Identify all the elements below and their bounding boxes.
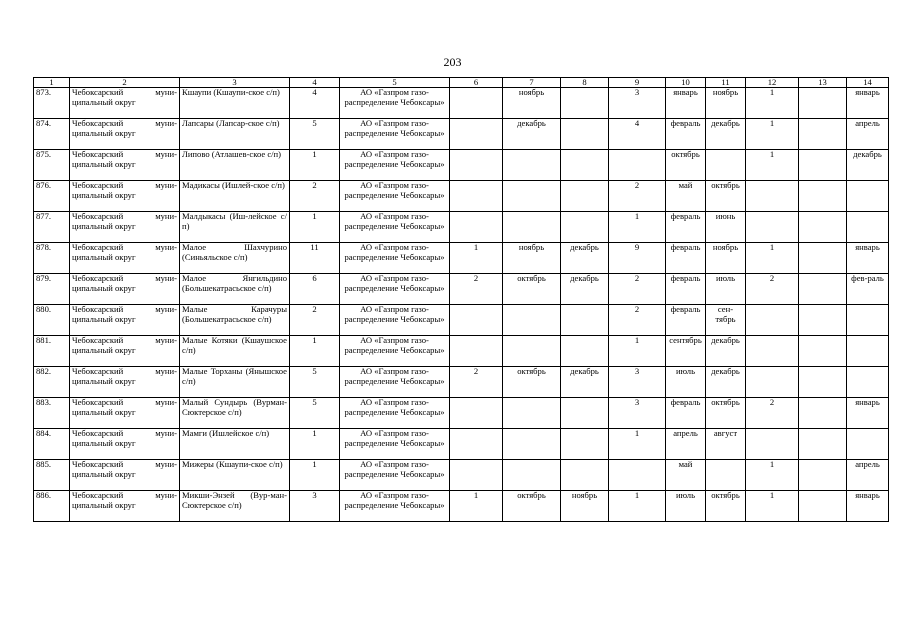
- organization-cell: АО «Газпром газо-распределение Чебоксары»: [340, 305, 450, 336]
- col10-cell: июль: [666, 367, 706, 398]
- row-number: 882.: [34, 367, 70, 398]
- col7-cell: [503, 460, 561, 491]
- col10-cell: октябрь: [666, 150, 706, 181]
- column-header: 14: [847, 78, 889, 88]
- col6-cell: 1: [450, 491, 503, 522]
- count-cell: 5: [290, 398, 340, 429]
- col12-cell: 1: [746, 119, 799, 150]
- col8-cell: [561, 88, 609, 119]
- table-row: [34, 429, 889, 460]
- row-number: 886.: [34, 491, 70, 522]
- organization-cell: АО «Газпром газо-распределение Чебоксары»: [340, 181, 450, 212]
- col13-cell: [799, 181, 847, 212]
- col14-cell: [847, 181, 889, 212]
- col6-cell: [450, 460, 503, 491]
- col6-cell: [450, 336, 503, 367]
- col13-cell: [799, 150, 847, 181]
- col14-cell: декабрь: [847, 150, 889, 181]
- table-row: [34, 305, 889, 336]
- col11-cell: декабрь: [706, 119, 746, 150]
- table-row: [34, 212, 889, 243]
- col14-cell: [847, 429, 889, 460]
- col11-cell: октябрь: [706, 181, 746, 212]
- count-cell: 1: [290, 336, 340, 367]
- table-row: [34, 181, 889, 212]
- column-header: 6: [450, 78, 503, 88]
- col11-cell: август: [706, 429, 746, 460]
- settlement-cell: Липово (Атлашев-ское с/п): [180, 150, 290, 181]
- col7-cell: октябрь: [503, 367, 561, 398]
- col14-cell: апрель: [847, 119, 889, 150]
- col12-cell: 1: [746, 460, 799, 491]
- col8-cell: [561, 119, 609, 150]
- settlement-cell: Малдыкасы (Иш-лейское с/п): [180, 212, 290, 243]
- col10-cell: февраль: [666, 274, 706, 305]
- settlement-cell: Малые Карачуры (Большекатрасьское с/п): [180, 305, 290, 336]
- col8-cell: [561, 429, 609, 460]
- settlement-cell: Мамги (Ишлейское с/п): [180, 429, 290, 460]
- column-header: 13: [799, 78, 847, 88]
- col14-cell: апрель: [847, 460, 889, 491]
- col7-cell: [503, 398, 561, 429]
- col10-cell: май: [666, 460, 706, 491]
- col12-cell: [746, 336, 799, 367]
- col13-cell: [799, 274, 847, 305]
- district-cell: Чебоксарский муни-ципальный округ: [70, 243, 180, 274]
- count-cell: 1: [290, 429, 340, 460]
- col11-cell: сен-тябрь: [706, 305, 746, 336]
- col8-cell: [561, 150, 609, 181]
- district-cell: Чебоксарский муни-ципальный округ: [70, 274, 180, 305]
- col11-cell: [706, 460, 746, 491]
- col14-cell: [847, 212, 889, 243]
- settlement-cell: Кшаупи (Кшаупи-ское с/п): [180, 88, 290, 119]
- col11-cell: [706, 150, 746, 181]
- col9-cell: 1: [609, 336, 666, 367]
- district-cell: Чебоксарский муни-ципальный округ: [70, 460, 180, 491]
- col7-cell: [503, 336, 561, 367]
- row-number: 879.: [34, 274, 70, 305]
- col13-cell: [799, 88, 847, 119]
- col7-cell: октябрь: [503, 491, 561, 522]
- table-row: [34, 491, 889, 522]
- col8-cell: декабрь: [561, 367, 609, 398]
- row-number: 873.: [34, 88, 70, 119]
- col13-cell: [799, 119, 847, 150]
- col12-cell: 1: [746, 88, 799, 119]
- col7-cell: [503, 181, 561, 212]
- col13-cell: [799, 243, 847, 274]
- col9-cell: 3: [609, 398, 666, 429]
- col9-cell: 1: [609, 491, 666, 522]
- count-cell: 1: [290, 212, 340, 243]
- count-cell: 5: [290, 119, 340, 150]
- table-row: [34, 150, 889, 181]
- col14-cell: [847, 305, 889, 336]
- col6-cell: [450, 305, 503, 336]
- col6-cell: 2: [450, 274, 503, 305]
- count-cell: 2: [290, 181, 340, 212]
- col10-cell: февраль: [666, 398, 706, 429]
- organization-cell: АО «Газпром газо-распределение Чебоксары»: [340, 398, 450, 429]
- district-cell: Чебоксарский муни-ципальный округ: [70, 88, 180, 119]
- col11-cell: ноябрь: [706, 243, 746, 274]
- count-cell: 3: [290, 491, 340, 522]
- col11-cell: декабрь: [706, 367, 746, 398]
- col10-cell: июль: [666, 491, 706, 522]
- col10-cell: апрель: [666, 429, 706, 460]
- col14-cell: [847, 336, 889, 367]
- col9-cell: 1: [609, 429, 666, 460]
- row-number: 875.: [34, 150, 70, 181]
- col13-cell: [799, 398, 847, 429]
- district-cell: Чебоксарский муни-ципальный округ: [70, 398, 180, 429]
- organization-cell: АО «Газпром газо-распределение Чебоксары»: [340, 212, 450, 243]
- col8-cell: [561, 305, 609, 336]
- col13-cell: [799, 429, 847, 460]
- col14-cell: [847, 367, 889, 398]
- col6-cell: 1: [450, 243, 503, 274]
- col9-cell: [609, 460, 666, 491]
- organization-cell: АО «Газпром газо-распределение Чебоксары»: [340, 150, 450, 181]
- row-number: 874.: [34, 119, 70, 150]
- col8-cell: декабрь: [561, 274, 609, 305]
- organization-cell: АО «Газпром газо-распределение Чебоксары»: [340, 429, 450, 460]
- col11-cell: июль: [706, 274, 746, 305]
- col11-cell: июнь: [706, 212, 746, 243]
- col12-cell: [746, 367, 799, 398]
- row-number: 876.: [34, 181, 70, 212]
- settlement-cell: Лапсары (Лапсар-ское с/п): [180, 119, 290, 150]
- col11-cell: октябрь: [706, 398, 746, 429]
- column-header: 3: [180, 78, 290, 88]
- col10-cell: февраль: [666, 305, 706, 336]
- col9-cell: [609, 150, 666, 181]
- district-cell: Чебоксарский муни-ципальный округ: [70, 367, 180, 398]
- col7-cell: октябрь: [503, 274, 561, 305]
- col7-cell: [503, 305, 561, 336]
- table-body: [34, 88, 889, 522]
- table-row: [34, 398, 889, 429]
- col7-cell: [503, 212, 561, 243]
- col13-cell: [799, 460, 847, 491]
- col14-cell: январь: [847, 243, 889, 274]
- col8-cell: [561, 212, 609, 243]
- column-header: 9: [609, 78, 666, 88]
- district-cell: Чебоксарский муни-ципальный округ: [70, 429, 180, 460]
- col12-cell: [746, 429, 799, 460]
- row-number: 877.: [34, 212, 70, 243]
- table-row: [34, 274, 889, 305]
- col14-cell: январь: [847, 88, 889, 119]
- col14-cell: фев-раль: [847, 274, 889, 305]
- col10-cell: сентябрь: [666, 336, 706, 367]
- table-row: [34, 336, 889, 367]
- column-header: 7: [503, 78, 561, 88]
- district-cell: Чебоксарский муни-ципальный округ: [70, 336, 180, 367]
- col13-cell: [799, 367, 847, 398]
- organization-cell: АО «Газпром газо-распределение Чебоксары»: [340, 88, 450, 119]
- settlement-cell: Мижеры (Кшаупи-ское с/п): [180, 460, 290, 491]
- district-cell: Чебоксарский муни-ципальный округ: [70, 491, 180, 522]
- col12-cell: [746, 305, 799, 336]
- col8-cell: [561, 336, 609, 367]
- settlement-cell: Малое Шахчурино (Синьяльское с/п): [180, 243, 290, 274]
- row-number: 884.: [34, 429, 70, 460]
- col6-cell: [450, 119, 503, 150]
- col10-cell: февраль: [666, 212, 706, 243]
- col9-cell: 1: [609, 212, 666, 243]
- count-cell: 1: [290, 150, 340, 181]
- col8-cell: [561, 398, 609, 429]
- organization-cell: АО «Газпром газо-распределение Чебоксары»: [340, 367, 450, 398]
- organization-cell: АО «Газпром газо-распределение Чебоксары»: [340, 460, 450, 491]
- column-header: 5: [340, 78, 450, 88]
- column-header: 4: [290, 78, 340, 88]
- col11-cell: декабрь: [706, 336, 746, 367]
- col6-cell: [450, 398, 503, 429]
- organization-cell: АО «Газпром газо-распределение Чебоксары»: [340, 336, 450, 367]
- col10-cell: февраль: [666, 243, 706, 274]
- col12-cell: 1: [746, 150, 799, 181]
- col12-cell: [746, 212, 799, 243]
- col13-cell: [799, 212, 847, 243]
- district-cell: Чебоксарский муни-ципальный округ: [70, 212, 180, 243]
- row-number: 885.: [34, 460, 70, 491]
- col14-cell: январь: [847, 398, 889, 429]
- col9-cell: 2: [609, 181, 666, 212]
- column-header: 12: [746, 78, 799, 88]
- col9-cell: 4: [609, 119, 666, 150]
- organization-cell: АО «Газпром газо-распределение Чебоксары»: [340, 491, 450, 522]
- col10-cell: январь: [666, 88, 706, 119]
- settlement-cell: Малый Сундырь (Вурман-Сюктерское с/п): [180, 398, 290, 429]
- row-number: 883.: [34, 398, 70, 429]
- count-cell: 2: [290, 305, 340, 336]
- col6-cell: 2: [450, 367, 503, 398]
- column-header: 1: [34, 78, 70, 88]
- col9-cell: 2: [609, 274, 666, 305]
- table-row: [34, 367, 889, 398]
- organization-cell: АО «Газпром газо-распределение Чебоксары»: [340, 119, 450, 150]
- col7-cell: [503, 150, 561, 181]
- count-cell: 5: [290, 367, 340, 398]
- organization-cell: АО «Газпром газо-распределение Чебоксары»: [340, 243, 450, 274]
- table-row: [34, 243, 889, 274]
- col13-cell: [799, 305, 847, 336]
- col8-cell: ноябрь: [561, 491, 609, 522]
- col10-cell: февраль: [666, 119, 706, 150]
- gasification-schedule-table: [33, 77, 889, 522]
- column-header: 10: [666, 78, 706, 88]
- col6-cell: [450, 429, 503, 460]
- column-header: 11: [706, 78, 746, 88]
- table-row: [34, 88, 889, 119]
- col12-cell: 1: [746, 243, 799, 274]
- header-row: [34, 78, 889, 88]
- col13-cell: [799, 491, 847, 522]
- col9-cell: 2: [609, 305, 666, 336]
- district-cell: Чебоксарский муни-ципальный округ: [70, 119, 180, 150]
- col8-cell: декабрь: [561, 243, 609, 274]
- col10-cell: май: [666, 181, 706, 212]
- col7-cell: [503, 429, 561, 460]
- settlement-cell: Микши-Энзей (Вур-ман-Сюктерское с/п): [180, 491, 290, 522]
- settlement-cell: Малые Торханы (Янышское с/п): [180, 367, 290, 398]
- col11-cell: октябрь: [706, 491, 746, 522]
- settlement-cell: Мадикасы (Ишлей-ское с/п): [180, 181, 290, 212]
- col11-cell: ноябрь: [706, 88, 746, 119]
- settlement-cell: Малые Котяки (Кшаушское с/п): [180, 336, 290, 367]
- row-number: 878.: [34, 243, 70, 274]
- col7-cell: декабрь: [503, 119, 561, 150]
- column-header: 2: [70, 78, 180, 88]
- district-cell: Чебоксарский муни-ципальный округ: [70, 181, 180, 212]
- col6-cell: [450, 212, 503, 243]
- col6-cell: [450, 181, 503, 212]
- col6-cell: [450, 150, 503, 181]
- col14-cell: январь: [847, 491, 889, 522]
- col9-cell: 9: [609, 243, 666, 274]
- table-row: [34, 119, 889, 150]
- col9-cell: 3: [609, 88, 666, 119]
- col12-cell: 2: [746, 398, 799, 429]
- table-row: [34, 460, 889, 491]
- district-cell: Чебоксарский муни-ципальный округ: [70, 305, 180, 336]
- col9-cell: 3: [609, 367, 666, 398]
- col7-cell: ноябрь: [503, 243, 561, 274]
- col8-cell: [561, 460, 609, 491]
- count-cell: 11: [290, 243, 340, 274]
- page-number: 203: [443, 55, 462, 69]
- row-number: 881.: [34, 336, 70, 367]
- row-number: 880.: [34, 305, 70, 336]
- col12-cell: 1: [746, 491, 799, 522]
- settlement-cell: Малое Янгильдино (Большекатрасьское с/п): [180, 274, 290, 305]
- column-header: 8: [561, 78, 609, 88]
- col12-cell: 2: [746, 274, 799, 305]
- col12-cell: [746, 181, 799, 212]
- district-cell: Чебоксарский муни-ципальный округ: [70, 150, 180, 181]
- col6-cell: [450, 88, 503, 119]
- count-cell: 6: [290, 274, 340, 305]
- count-cell: 1: [290, 460, 340, 491]
- count-cell: 4: [290, 88, 340, 119]
- col13-cell: [799, 336, 847, 367]
- col8-cell: [561, 181, 609, 212]
- organization-cell: АО «Газпром газо-распределение Чебоксары»: [340, 274, 450, 305]
- col7-cell: ноябрь: [503, 88, 561, 119]
